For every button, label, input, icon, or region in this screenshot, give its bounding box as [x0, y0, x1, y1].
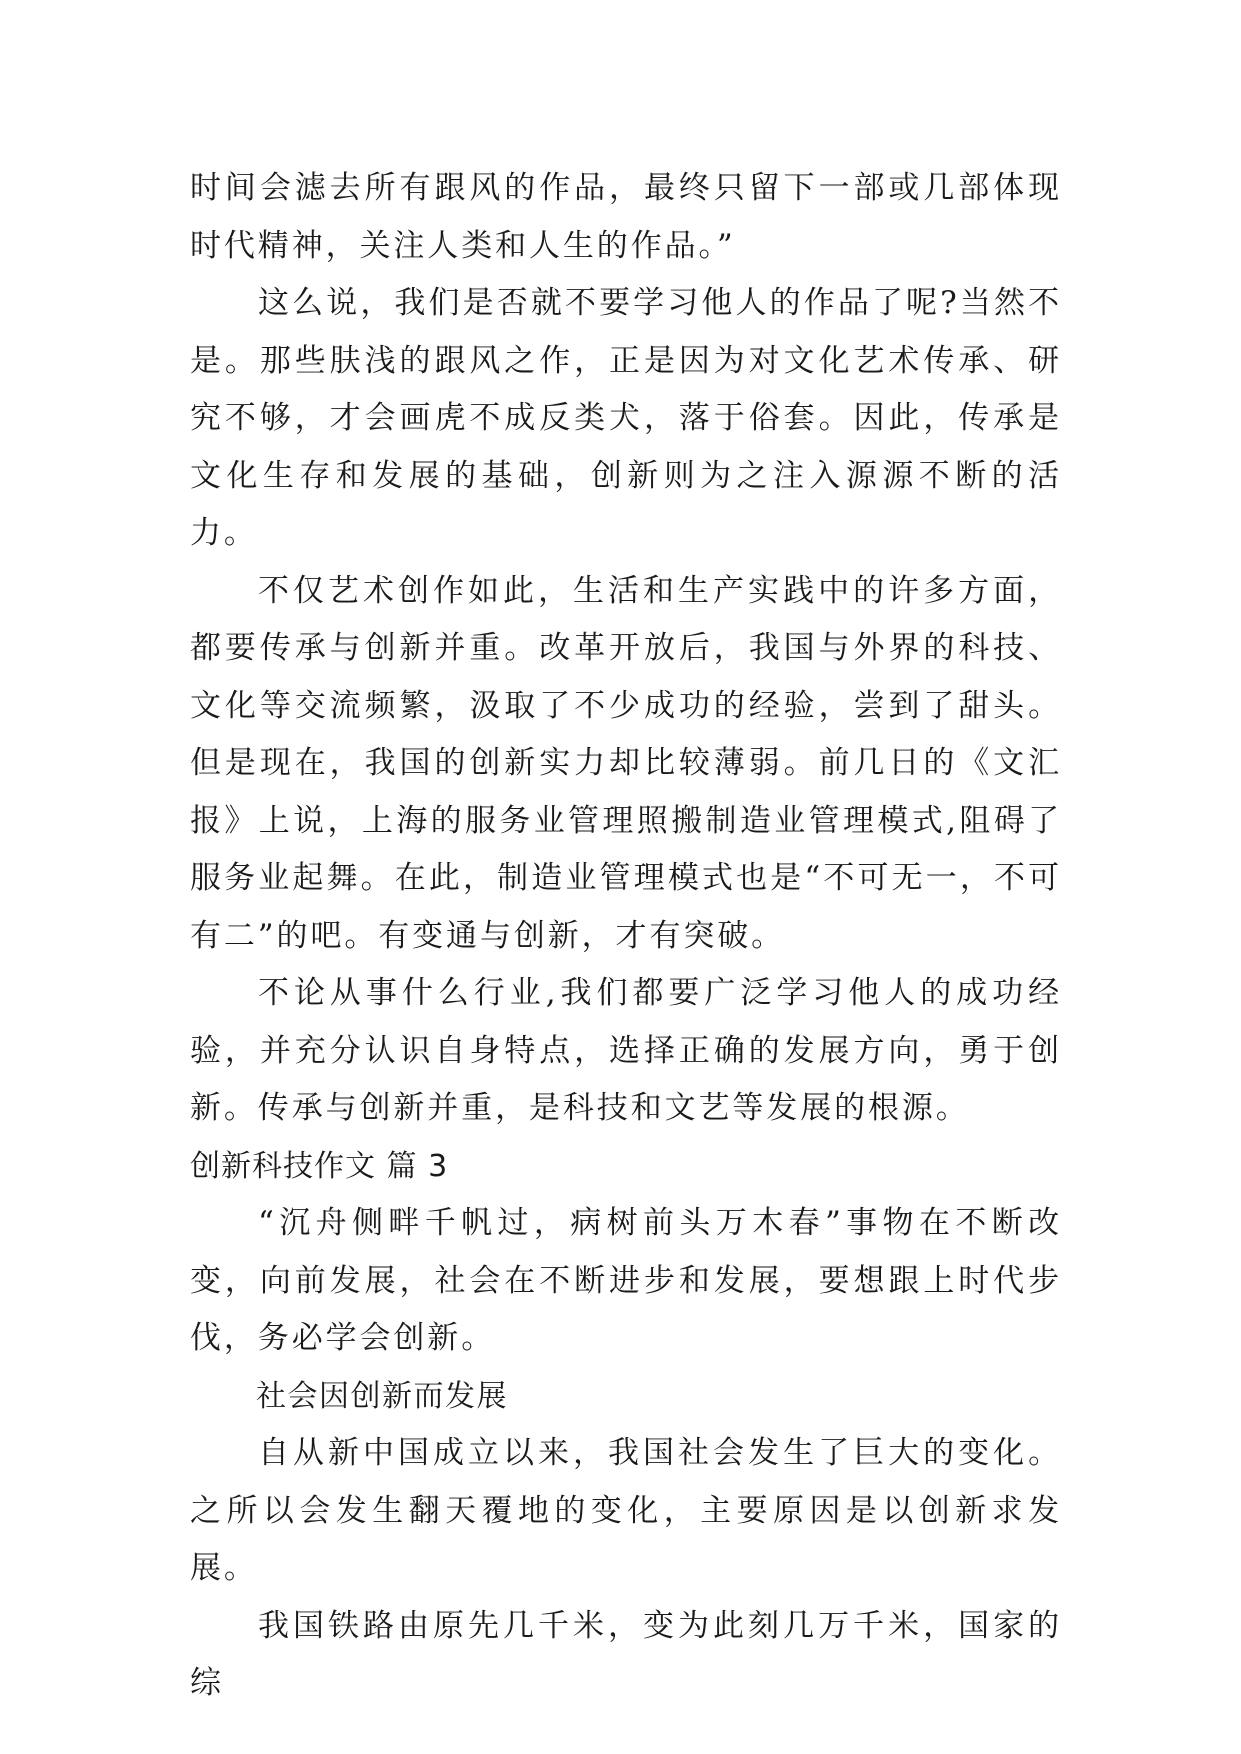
paragraph-4: 不论从事什么行业,我们都要广泛学习他人的成功经验，并充分认识自身特点，选择正确的发展方向，勇于创新。传承与创新并重，是科技和文艺等发展的根源。 — [190, 975, 1062, 1126]
paragraph-5: “沉舟侧畔千帆过，病树前头万木春”事物在不断改变，向前发展，社会在不断进步和发展，要想跟上时代步伐，务必学会创新。 — [190, 1205, 1062, 1356]
paragraph-1: 时间会滤去所有跟风的作品，最终只留下一部或几部体现时代精神，关注人类和人生的作品。” — [190, 170, 1062, 264]
subheading: 社会因创新而发展 — [256, 1378, 508, 1414]
paragraph-3: 不仅艺术创作如此，生活和生产实践中的许多方面，都要传承与创新并重。改革开放后，我国与外界的科技、文化等交流频繁，汲取了不少成功的经验，尝到了甜头。但是现在，我国的创新实力却比较薄弱。前几日的《文汇报》上说，上海的服务业管理照搬制造业管理模式,阻碍了服务业起舞。在此，制造业管理模式也是“不可无一，不可有二”的吧。有变通与创新，才有突破。 — [190, 572, 1062, 954]
section-title: 创新科技作文 篇 3 — [190, 1148, 449, 1184]
paragraph-7: 我国铁路由原先几千米，变为此刻几万千米，国家的综 — [190, 1607, 1062, 1701]
document-page — [190, 160, 1062, 1713]
paragraph-6: 自从新中国成立以来，我国社会发生了巨大的变化。之所以会发生翻天覆地的变化，主要原因是以创新求发展。 — [190, 1435, 1062, 1586]
paragraph-2: 这么说，我们是否就不要学习他人的作品了呢?当然不是。那些肤浅的跟风之作，正是因为对文化艺术传承、研究不够，才会画虎不成反类犬，落于俗套。因此，传承是文化生存和发展的基础，创新则为之注入源源不断的活力。 — [190, 285, 1062, 551]
